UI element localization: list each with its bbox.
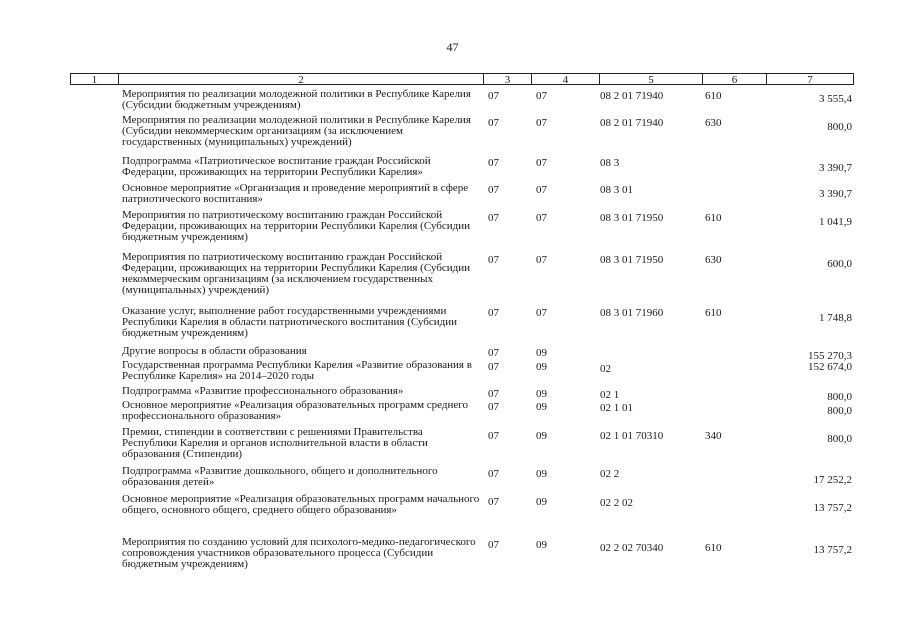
row-name: Мероприятия по реализации молодежной политики в Республике Карелия (Субсидии некоммерческим организациям (за исключением государственных (муниципальных) учреждений) xyxy=(122,114,471,148)
row-name: Основное мероприятие «Реализация образовательных программ среднего профессионального образования» xyxy=(122,399,469,422)
row-section: 07 xyxy=(488,361,499,373)
row-name: Государственная программа Республики Карелия «Развитие образования в Республике Карелия» на 2014–2020 годы xyxy=(122,359,472,382)
row-amount: 17 252,2 xyxy=(813,474,852,486)
row-target-code: 02 1 01 70310 xyxy=(600,430,664,442)
row-target-code: 02 2 02 70340 xyxy=(600,542,664,554)
row-subsection: 09 xyxy=(536,539,547,551)
row-target-code: 08 3 01 71950 xyxy=(600,254,664,266)
row-section: 07 xyxy=(488,401,499,413)
row-section: 07 xyxy=(488,388,499,400)
row-subsection: 07 xyxy=(536,117,547,129)
row-subsection: 07 xyxy=(536,254,547,266)
row-amount: 1 748,8 xyxy=(819,312,852,324)
row-section: 07 xyxy=(488,184,499,196)
row-amount: 1 041,9 xyxy=(819,216,852,228)
page-number: 47 xyxy=(446,40,459,54)
row-section: 07 xyxy=(488,157,499,169)
row-expense-type: 610 xyxy=(705,90,722,102)
row-target-code: 02 xyxy=(600,363,611,375)
row-target-code: 02 1 xyxy=(600,389,620,401)
row-expense-type: 610 xyxy=(705,307,722,319)
row-target-code: 08 2 01 71940 xyxy=(600,117,664,129)
row-target-code: 02 2 02 xyxy=(600,497,633,509)
row-amount: 800,0 xyxy=(827,121,852,133)
row-subsection: 07 xyxy=(536,184,547,196)
row-target-code: 08 3 xyxy=(600,157,620,169)
row-subsection: 09 xyxy=(536,401,547,413)
row-amount: 600,0 xyxy=(827,258,852,270)
row-expense-type: 610 xyxy=(705,212,722,224)
row-name: Мероприятия по созданию условий для психолого-медико-педагогического сопровождения участников образовательного процесса (Субсидии бюджетным учреждениям) xyxy=(122,536,476,570)
row-subsection: 09 xyxy=(536,361,547,373)
header-col-6: 6 xyxy=(703,74,767,84)
row-subsection: 09 xyxy=(536,388,547,400)
row-section: 07 xyxy=(488,347,499,359)
row-subsection: 09 xyxy=(536,347,547,359)
row-subsection: 09 xyxy=(536,496,547,508)
row-subsection: 09 xyxy=(536,430,547,442)
row-subsection: 07 xyxy=(536,307,547,319)
row-amount: 3 555,4 xyxy=(819,93,852,105)
row-amount: 13 757,2 xyxy=(813,544,852,556)
row-target-code: 08 3 01 xyxy=(600,184,633,196)
row-amount: 3 390,7 xyxy=(819,188,852,200)
row-amount: 155 270,3 xyxy=(808,350,852,362)
row-name: Мероприятия по патриотическому воспитанию граждан Российской Федерации, проживающих на территории Республики Карелия (Субсидии бюджетным учреждениям) xyxy=(122,209,470,243)
row-section: 07 xyxy=(488,496,499,508)
row-name: Подпрограмма «Патриотическое воспитание граждан Российской Федерации, проживающих на территории Республики Карелия» xyxy=(122,155,431,178)
row-amount: 13 757,2 xyxy=(813,502,852,514)
header-col-5: 5 xyxy=(600,74,703,84)
row-section: 07 xyxy=(488,254,499,266)
row-section: 07 xyxy=(488,117,499,129)
row-section: 07 xyxy=(488,430,499,442)
row-target-code: 08 3 01 71960 xyxy=(600,307,664,319)
row-section: 07 xyxy=(488,212,499,224)
row-name: Основное мероприятие «Реализация образовательных программ начального общего, основного общего, среднего общего образования» xyxy=(122,493,480,516)
row-expense-type: 340 xyxy=(705,430,722,442)
row-subsection: 09 xyxy=(536,468,547,480)
row-section: 07 xyxy=(488,539,499,551)
row-subsection: 07 xyxy=(536,157,547,169)
header-col-7: 7 xyxy=(807,74,813,86)
row-amount: 800,0 xyxy=(827,433,852,445)
row-target-code: 02 1 01 xyxy=(600,402,633,414)
row-target-code: 08 2 01 71940 xyxy=(600,90,664,102)
row-expense-type: 630 xyxy=(705,117,722,129)
header-col-3: 3 xyxy=(484,74,532,84)
header-col-4: 4 xyxy=(532,74,600,84)
header-col-1: 1 xyxy=(71,74,119,84)
row-section: 07 xyxy=(488,468,499,480)
row-name: Подпрограмма «Развитие дошкольного, общего и дополнительного образования детей» xyxy=(122,465,438,488)
row-amount: 3 390,7 xyxy=(819,162,852,174)
row-name: Премии, стипендии в соответствии с решениями Правительства Республики Карелия и органов исполнительной власти в области образования (Стипендии) xyxy=(122,426,428,460)
row-section: 07 xyxy=(488,307,499,319)
row-section: 07 xyxy=(488,90,499,102)
row-name: Мероприятия по патриотическому воспитанию граждан Российской Федерации, проживающих на территории Республики Карелия (Субсидии некоммерческим организациям (за исключением государственных (муниципальных) учреждений) xyxy=(122,251,470,296)
table-header xyxy=(70,73,854,85)
row-name: Основное мероприятие «Организация и проведение мероприятий в сфере патриотического воспитания» xyxy=(122,182,469,205)
row-name: Мероприятия по реализации молодежной политики в Республике Карелия (Субсидии бюджетным учреждениям) xyxy=(122,88,471,111)
row-name: Оказание услуг, выполнение работ государственными учреждениями Республики Карелия в области патриотического воспитания (Субсидии бюджетным учреждениям) xyxy=(122,305,458,339)
row-subsection: 07 xyxy=(536,90,547,102)
row-name: Подпрограмма «Развитие профессионального образования» xyxy=(122,385,404,397)
row-amount: 152 674,0 xyxy=(808,361,852,373)
header-col-2: 2 xyxy=(119,74,484,84)
row-subsection: 07 xyxy=(536,212,547,224)
row-expense-type: 610 xyxy=(705,542,722,554)
row-target-code: 02 2 xyxy=(600,468,620,480)
row-expense-type: 630 xyxy=(705,254,722,266)
row-amount: 800,0 xyxy=(827,405,852,417)
row-name: Другие вопросы в области образования xyxy=(122,345,307,357)
row-amount: 800,0 xyxy=(827,391,852,403)
row-target-code: 08 3 01 71950 xyxy=(600,212,664,224)
